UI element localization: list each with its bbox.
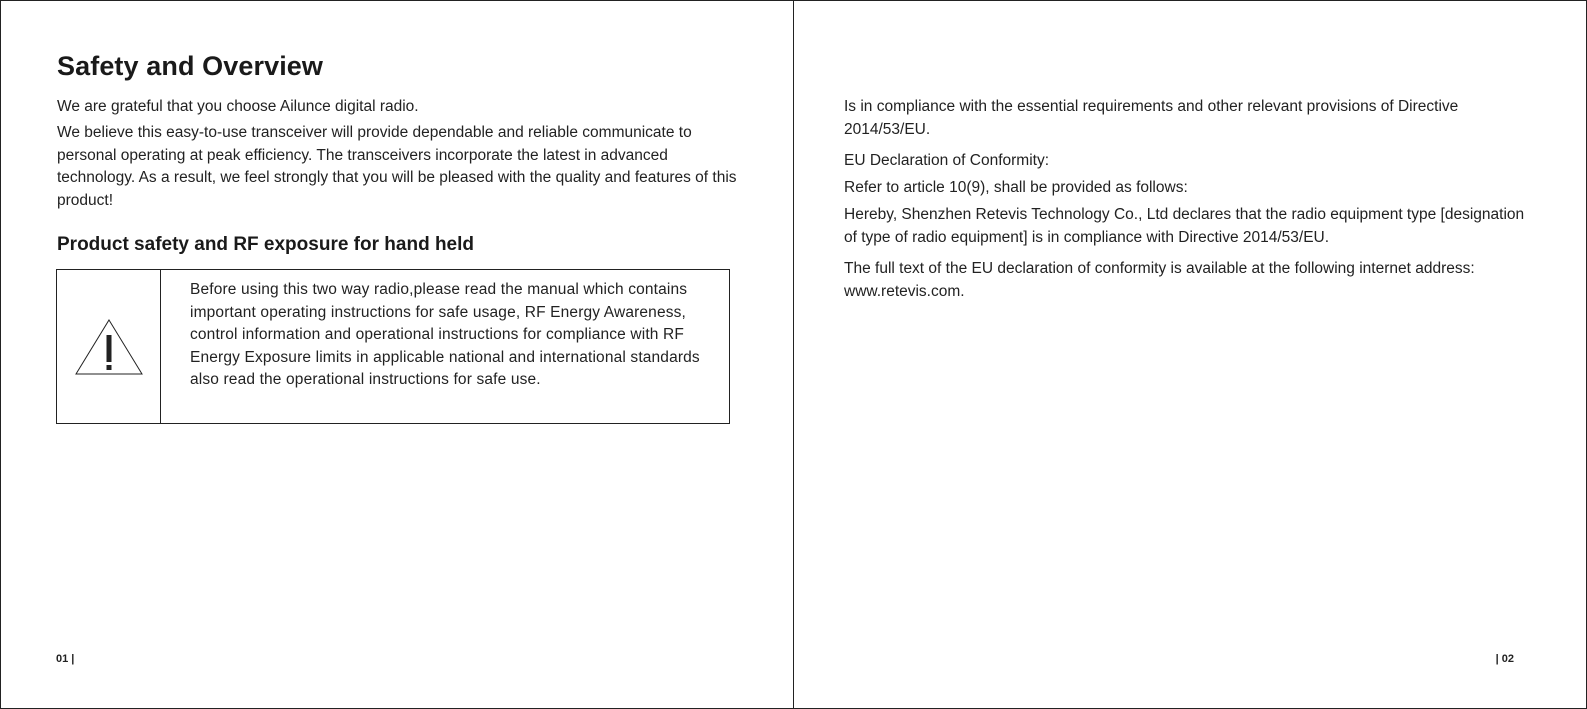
page-number-label: 02: [1501, 653, 1514, 665]
page-number-label: 01: [56, 653, 69, 665]
declaration-url-paragraph: The full text of the EU declaration of conformity is available at the following internet address: www.retevis.com.: [844, 260, 1475, 300]
page-number-right: [1496, 653, 1514, 665]
safety-warning-text: Before using this two way radio,please read the manual which contains important operating instructions for safe usage, RF Energy Awareness, control information and operational instructions for compliance with RF Energy Exposure limits in applicable national and international standards also read the operational instructions for safe use.: [190, 281, 700, 389]
page-title: Safety and Overview: [57, 51, 324, 81]
intro-paragraph-2: We believe this easy-to-use transceiver will provide dependable and reliable communicate to personal operating at peak efficiency. The transceivers incorporate the latest in advanced technology. As a result, we feel strongly that you will be pleased with the quality and features of this product!: [57, 124, 737, 209]
safety-warning-box: [56, 269, 730, 424]
section-heading-rf-exposure: Product safety and RF exposure for hand held: [57, 234, 475, 255]
page-number-separator: |: [68, 653, 75, 665]
intro-paragraph-1: We are grateful that you choose Ailunce digital radio.: [57, 98, 419, 115]
compliance-paragraph: Is in compliance with the essential requirements and other relevant provisions of Directive 2014/53/EU.: [844, 98, 1459, 138]
page-right: [794, 1, 1586, 708]
page-number-left: [56, 653, 74, 665]
warning-triangle-icon: [74, 318, 144, 376]
eu-declaration-heading: EU Declaration of Conformity:: [844, 152, 1050, 169]
declaration-statement: Hereby, Shenzhen Retevis Technology Co., Ltd declares that the radio equipment type [designation of type of radio equipment] is in compliance with Directive 2014/53/EU.: [844, 206, 1525, 246]
warning-icon-cell: [57, 270, 161, 423]
page-number-separator: |: [1495, 653, 1502, 665]
page-left: [1, 1, 794, 708]
article-reference: Refer to article 10(9), shall be provided as follows:: [844, 179, 1188, 196]
